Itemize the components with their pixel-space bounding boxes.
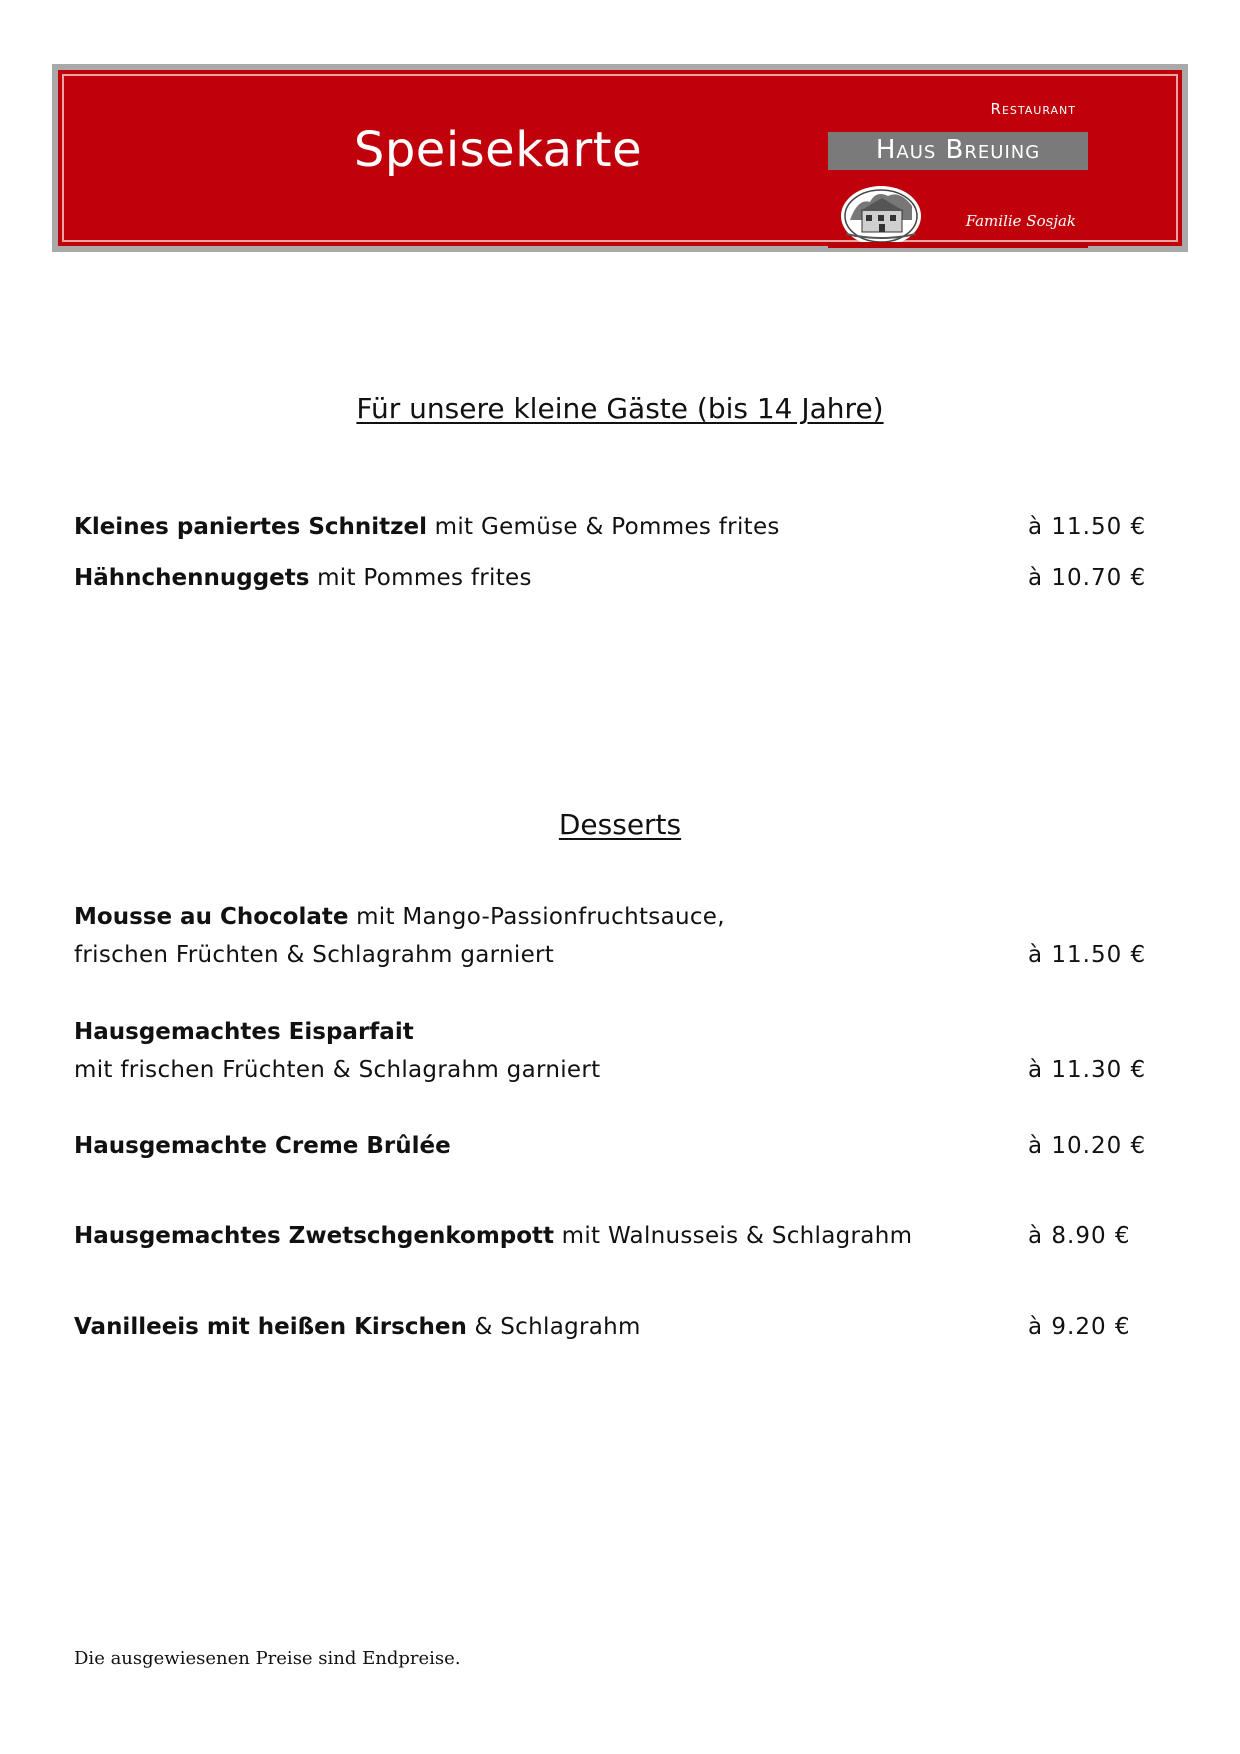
menu-item-name: Vanilleeis mit heißen Kirschen xyxy=(74,1314,467,1340)
menu-item-price: à 11.30 € xyxy=(1028,1057,1147,1083)
menu-item-line xyxy=(74,1127,1154,1165)
menu-item-line xyxy=(74,1308,1154,1346)
logo-restaurant-label: Restaurant xyxy=(990,100,1076,118)
menu-item-price: à 10.20 € xyxy=(1028,1133,1147,1159)
menu-item-description: mit Mango-Passionfruchtsauce, xyxy=(348,904,725,930)
house-emblem-icon xyxy=(836,176,926,248)
menu-item-description-line2: mit frischen Früchten & Schlagrahm garniert xyxy=(74,1057,601,1083)
menu-item-description-line2: frischen Früchten & Schlagrahm garniert xyxy=(74,942,555,968)
restaurant-logo xyxy=(828,92,1092,252)
menu-item-name: Hausgemachte Creme Brûlée xyxy=(74,1133,451,1159)
menu-item-description: mit Pommes frites xyxy=(309,565,532,591)
menu-item-description: mit Gemüse & Pommes frites xyxy=(427,514,780,540)
menu-item xyxy=(74,1127,1154,1165)
desserts-section-heading: Desserts xyxy=(558,808,682,841)
menu-item-name: Hausgemachtes Eisparfait xyxy=(74,1019,414,1045)
menu-item-line xyxy=(74,1217,1154,1255)
menu-item-price: à 8.90 € xyxy=(1028,1223,1131,1249)
menu-item-name: Mousse au Chocolate xyxy=(74,904,349,930)
footer-note: Die ausgewiesenen Preise sind Endpreise. xyxy=(74,1648,461,1669)
menu-item-line xyxy=(74,508,1154,546)
logo-underbar xyxy=(828,242,1088,248)
header-banner xyxy=(52,64,1188,252)
menu-item-price: à 9.20 € xyxy=(1028,1314,1131,1340)
menu-item xyxy=(74,898,1154,974)
menu-item xyxy=(74,1013,1154,1089)
menu-item-line xyxy=(74,1013,1154,1051)
menu-item-price: à 11.50 € xyxy=(1028,942,1147,968)
menu-item-line xyxy=(74,898,1154,936)
logo-name: Haus Breuing xyxy=(875,135,1041,165)
menu-item-description: mit Walnusseis & Schlagrahm xyxy=(554,1223,913,1249)
page-title: Speisekarte xyxy=(353,122,643,178)
menu-item-name: Hausgemachtes Zwetschgenkompott xyxy=(74,1223,555,1249)
menu-item xyxy=(74,1308,1154,1346)
logo-name-box xyxy=(828,132,1088,170)
menu-item-price: à 11.50 € xyxy=(1028,514,1147,540)
logo-family-signature: Familie Sosjak xyxy=(965,212,1076,230)
menu-item-line xyxy=(74,559,1154,597)
menu-item xyxy=(74,559,1154,597)
menu-item-price: à 10.70 € xyxy=(1028,565,1147,591)
menu-item-name: Hähnchennuggets xyxy=(74,565,310,591)
menu-item xyxy=(74,1217,1154,1255)
menu-item-name: Kleines paniertes Schnitzel xyxy=(74,514,428,540)
kids-section-heading: Für unsere kleine Gäste (bis 14 Jahre) xyxy=(356,392,884,425)
menu-item-description: & Schlagrahm xyxy=(466,1314,641,1340)
banner-red xyxy=(58,70,1182,246)
menu-item xyxy=(74,508,1154,546)
